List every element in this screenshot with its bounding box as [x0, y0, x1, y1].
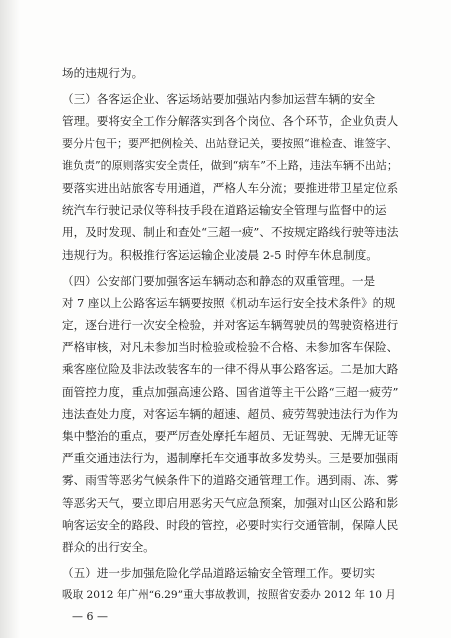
text-line: （五）进一步加强危险化学品道路运输安全管理工作。要切实	[62, 566, 376, 581]
text-line: 严格审核，对凡未参加当时检验或检验不合格、未参加客车保险、	[62, 340, 399, 355]
text-line: 违法查处力度，对客运车辆的超速、超员、疲劳驾驶违法行为作为	[62, 406, 399, 421]
scan-edge-shadow	[0, 0, 20, 638]
text-line: 定，逐台进行一次安全检验，并对客运车辆驾驶员的驾驶资格进行	[62, 318, 399, 333]
text-line: 乘客座位险及非法改装客车的一律不得从事公路客运。二是加大路	[62, 362, 399, 377]
text-line: 雾、雨雪等恶劣气候条件下的道路交通管理工作。遇到雨、冻、雾	[62, 473, 399, 488]
text-line: 吸取 2012 年广州“6.29”重大事故教训，按照省安委办 2012 年 10 月	[62, 589, 396, 602]
text-line: （三）各客运企业、客运场站要加强站内参加运营车辆的安全	[62, 92, 376, 107]
text-line: 违规行为。积极推行客运运输企业凌晨 2-5 时停车休息制度。	[62, 247, 378, 262]
text-line: 要分片包干；要严把例检关、出站登记关，要按照“谁检查、谁签字、	[62, 136, 398, 150]
paragraph-three	[62, 88, 400, 266]
paragraph-continuation	[62, 62, 400, 84]
paragraph-four	[62, 270, 400, 558]
text-line: 等恶劣天气，要立即启用恶劣天气应急预案，加强对山区公路和影	[62, 495, 399, 510]
text-line: 场的违规行为。	[62, 66, 144, 80]
paragraph-five	[62, 562, 400, 606]
text-line: 集中整治的重点，要严厉查处摩托车超员、无证驾驶、无牌无证等	[62, 429, 399, 443]
page-number: — 6 —	[72, 610, 108, 623]
document-body	[62, 62, 400, 607]
text-line: 群众的出行安全。	[62, 539, 155, 554]
text-line: 面管控力度，重点加强高速公路、国省道等主干公路“三超一疲劳”	[62, 384, 399, 399]
text-line: 响客运安全的路段、时段的管控，必要时实行交通管制，保障人民	[62, 517, 399, 532]
text-line: 管理。要将安全工作分解落实到各个岗位、各个环节，企业负责人	[62, 114, 399, 129]
text-line: 严重交通违法行为，遏制摩托车交通事故多发势头。三是要加强雨	[62, 451, 399, 466]
text-line: 对 7 座以上公路客运车辆要按照《机动车运行安全技术条件》的规	[62, 295, 396, 310]
text-line: 用，及时发现、制止和查处“三超一疲”、不按规定路线行驶等违法	[62, 225, 399, 240]
text-line: 谁负责”的原则落实安全责任，做到“病车”不上路，违法车辆不出站；	[62, 158, 398, 172]
text-line: （四）公安部门要加强客运车辆动态和静态的双重管理。一是	[62, 273, 376, 288]
text-line: 要落实进出站旅客专用通道，严格人车分流；要推进带卫星定位系	[62, 180, 399, 195]
text-line: 统汽车行驶记录仪等科技手段在道路运输安全管理与监督中的运	[62, 203, 387, 218]
